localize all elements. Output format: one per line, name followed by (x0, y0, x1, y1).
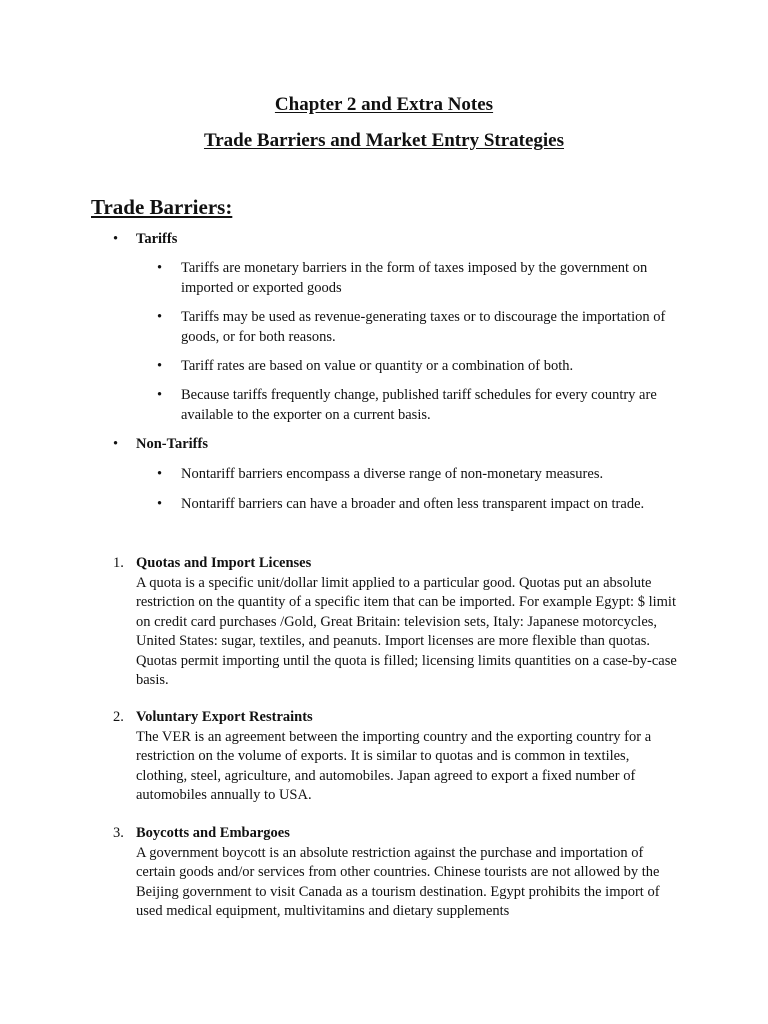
item-body: A government boycott is an absolute restriction against the purchase and importation of certain goods and/or services from other countries. Chinese tourists are not allowed by the Beijing government to visit Canada as a tourism destination. Egypt prohibits the import of used medical equipment, multivitamins and dietary supplements (136, 844, 660, 919)
section-heading: Trade Barriers: (91, 195, 233, 219)
item-number: 2. (113, 709, 124, 725)
bullet-text: Tariffs are monetary barriers in the form of taxes imposed by the government on imported or exported goods (181, 260, 648, 296)
item-number: 3. (113, 825, 124, 841)
bullet-symbol: • (157, 387, 163, 403)
bullet-symbol: • (157, 496, 163, 512)
item-heading: Voluntary Export Restraints (136, 709, 313, 725)
bullet-text: Tariff rates are based on value or quantity or a combination of both. (181, 358, 574, 374)
bullet-text: Because tariffs frequently change, published tariff schedules for every country are available to the exporter on a current basis. (181, 387, 657, 423)
bullet-symbol: • (113, 436, 119, 452)
bullet-symbol: • (157, 466, 163, 482)
item-heading: Quotas and Import Licenses (136, 555, 312, 571)
item-body: The VER is an agreement between the importing country and the exporting country for a restriction on the volume of exports. It is similar to quotas and is common in textiles, clothing, steel, agriculture, and automobiles. Japan agreed to export a fixed number of automobiles annually to USA. (136, 728, 652, 803)
document-title: Chapter 2 and Extra Notes (274, 94, 494, 115)
category-label: Non-Tariffs (136, 436, 208, 452)
bullet-text: Nontariff barriers can have a broader and often less transparent impact on trade. (181, 496, 645, 512)
bullet-symbol: • (157, 358, 163, 374)
bullet-symbol: • (113, 231, 119, 247)
bullet-symbol: • (157, 309, 163, 325)
bullet-symbol: • (157, 260, 163, 276)
bullet-text: Tariffs may be used as revenue-generating taxes or to discourage the importation of goods, or for both reasons. (181, 309, 666, 345)
category-label: Tariffs (136, 231, 178, 247)
bullet-text: Nontariff barriers encompass a diverse range of non-monetary measures. (181, 466, 604, 482)
item-body: A quota is a specific unit/dollar limit applied to a particular good. Quotas put an absolute restriction on the quantity of a specific item that can be imported. For example Egypt: $ limit on credit card purchases /Gold, Great Britain: television sets, Italy: Japanese motorcycles, United States: sugar, textiles, and peanuts. Import licenses are more flexible than quotas. Quotas permit importing until the quota is filled; licensing limits quantities on a case-by-case basis. (136, 574, 677, 688)
document-subtitle: Trade Barriers and Market Entry Strategies (203, 130, 565, 151)
item-number: 1. (113, 555, 124, 571)
item-heading: Boycotts and Embargoes (136, 825, 290, 841)
